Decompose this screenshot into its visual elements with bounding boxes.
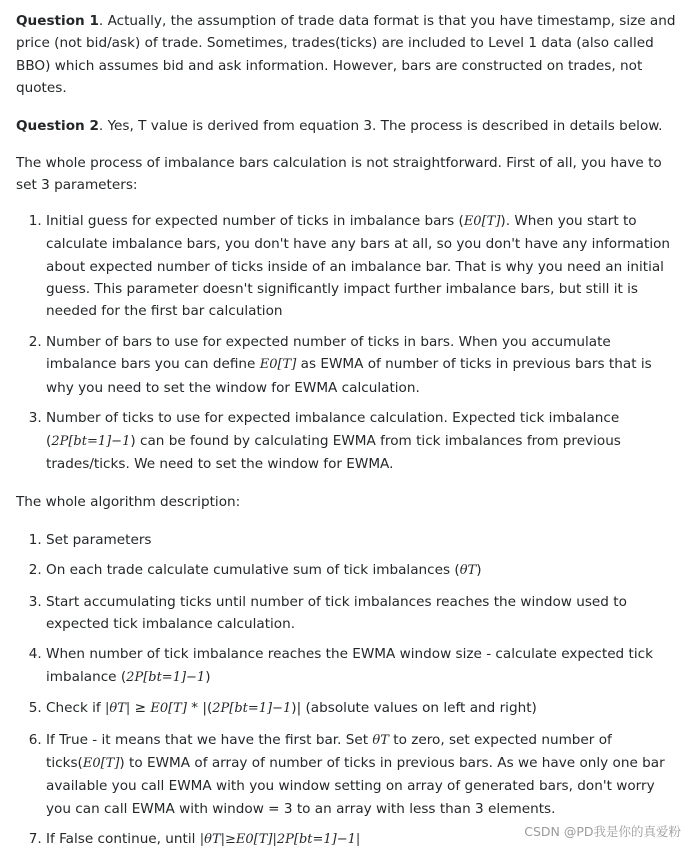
step-5-text-mid: * |( <box>186 700 213 717</box>
step-4-text-b: ) <box>205 668 211 685</box>
step-4-math: 2P[bt=1]−1 <box>126 669 206 685</box>
step-6-math-2: E0[T] <box>82 755 120 771</box>
step-5-text-b: )| (absolute values on left and right) <box>291 700 537 717</box>
parameter-2-math: E0[T] <box>259 357 297 373</box>
algorithm-steps-list <box>16 529 679 852</box>
step-4-text-a: When number of tick imbalance reaches the EWMA window size - calculate expected tick imbalance ( <box>46 646 653 685</box>
algorithm-title: The whole algorithm description: <box>16 494 241 511</box>
question-2-text: . Yes, T value is derived from equation 3. The process is described in details below. <box>98 117 663 134</box>
step-2-math: θT <box>459 563 477 579</box>
step-5-ge: ≥ <box>130 700 151 717</box>
step-5-math-3: 2P[bt=1]−1 <box>212 701 292 717</box>
step-2-text-a: On each trade calculate cumulative sum of tick imbalances ( <box>46 562 460 579</box>
algorithm-step-5 <box>46 697 679 720</box>
algorithm-step-2 <box>46 559 679 582</box>
step-3-text: Start accumulating ticks until number of tick imbalances reaches the window used to expected tick imbalance calculation. <box>46 593 627 632</box>
step-6-text-b: to zero, set expected number of ticks( <box>46 731 612 771</box>
parameter-3-text-b: ) can be found by calculating EWMA from tick imbalances from previous trades/ticks. We need to set the window for EWMA. <box>46 432 621 472</box>
question-2-label: Question 2 <box>16 117 99 134</box>
intro-paragraph: The whole process of imbalance bars calculation is not straightforward. First of all, you have to set 3 parameters: <box>16 155 662 194</box>
algorithm-step-1 <box>46 529 679 551</box>
algorithm-step-6 <box>46 729 679 821</box>
algorithm-step-4 <box>46 643 679 689</box>
parameter-item-1 <box>46 210 679 323</box>
step-2-text-b: ) <box>476 562 482 579</box>
step-6-math-1: θT <box>372 732 389 748</box>
step-5-text-a: Check if <box>46 700 106 717</box>
parameter-3-math: 2P[bt=1]−1 <box>51 433 131 449</box>
question-1-paragraph <box>16 10 679 100</box>
step-5-math-2: E0[T] <box>150 701 187 717</box>
step-7-math: |θT|≥E0[T]|2P[bt=1]−1| <box>199 832 361 848</box>
question-1-label: Question 1 <box>16 13 99 29</box>
algorithm-step-3 <box>46 591 679 636</box>
step-5-math-1: |θT| <box>105 701 131 717</box>
parameter-1-text-a: Initial guess for expected number of ticks in imbalance bars ( <box>46 212 464 229</box>
step-6-text-c: ) to EWMA of array of number of ticks in previous bars. As we have only one bar available you call EWMA with you window setting on array of generated bars, don't worry you can call EWMA with window = 3 to an array with less than 3 elements. <box>46 754 665 817</box>
step-6-text-a: If True - it means that we have the first bar. Set <box>46 731 373 748</box>
step-7-text-a: If False continue, until <box>46 831 200 848</box>
parameters-list <box>16 210 679 475</box>
parameter-item-2 <box>46 331 679 399</box>
parameter-item-3 <box>46 407 679 475</box>
parameter-2-text-b: as EWMA of number of ticks in previous bars that is why you need to set the window for EWMA calculation. <box>46 356 652 396</box>
step-1-text: Set parameters <box>46 531 152 548</box>
parameter-3-text-a: Number of ticks to use for expected imbalance calculation. Expected tick imbalance ( <box>46 410 620 449</box>
parameter-2-text-a: Number of bars to use for expected number of ticks in bars. When you accumulate imbalance bars you can define <box>46 333 611 373</box>
question-1-text: . Actually, the assumption of trade data format is that you have timestamp, size and price (not bid/ask) of trade. Sometimes, trades(ticks) are included to Level 1 data (also called BBO) which assumes bid and ask information. However, bars are constructed on trades, not quotes. <box>16 13 676 97</box>
parameter-1-math: E0[T] <box>463 213 501 229</box>
parameter-1-text-b: ). When you start to calculate imbalance bars, you don't have any bars at all, so you don't have any information about expected number of ticks inside of an imbalance bar. That is why you need an initial guess. This parameter doesn't significantly impact further imbalance bars, but still it is needed for the first bar calculation <box>46 212 671 320</box>
csdn-watermark: CSDN @PD我是你的真爱粉 <box>524 824 681 839</box>
question-2-paragraph <box>16 115 679 137</box>
